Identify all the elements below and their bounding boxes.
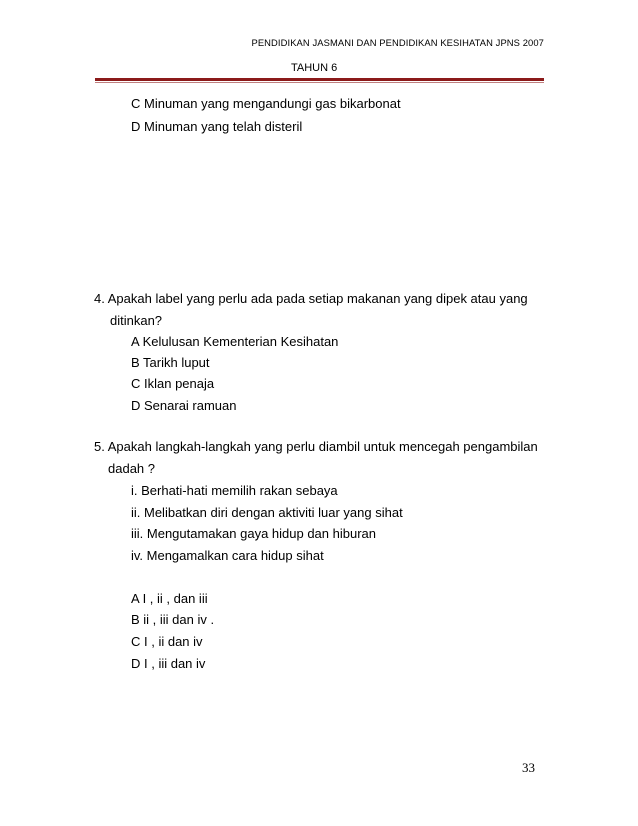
- prev-option-d: D Minuman yang telah disteril: [131, 119, 303, 134]
- q5-text-line2: dadah ?: [108, 461, 155, 476]
- q5-statement-ii: ii. Melibatkan diri dengan aktiviti luar yang sihat: [131, 505, 403, 520]
- q5-statement-iii: iii. Mengutamakan gaya hidup dan hiburan: [131, 526, 377, 541]
- q4-text-line1: 4. Apakah label yang perlu ada pada setiap makanan yang dipek atau yang: [94, 291, 528, 306]
- q5-statement-i: i. Berhati-hati memilih rakan sebaya: [131, 483, 338, 498]
- q5-statement-iv: iv. Mengamalkan cara hidup sihat: [131, 548, 324, 563]
- q5-option-b: B ii , iii dan iv .: [131, 612, 215, 627]
- header-title: PENDIDIKAN JASMANI DAN PENDIDIKAN KESIHATAN JPNS 2007: [251, 37, 544, 48]
- q4-option-d: D Senarai ramuan: [131, 398, 237, 413]
- q4-text-line2: ditinkan?: [110, 313, 163, 328]
- page-number: 33: [522, 760, 535, 775]
- q5-option-d: D I , iii dan iv: [131, 656, 206, 671]
- q4-option-a: A Kelulusan Kementerian Kesihatan: [131, 334, 339, 349]
- prev-option-c: C Minuman yang mengandungi gas bikarbonat: [131, 96, 401, 111]
- q4-option-c: C Iklan penaja: [131, 376, 215, 391]
- q5-text-line1: 5. Apakah langkah-langkah yang perlu diambil untuk mencegah pengambilan: [94, 439, 538, 454]
- q5-option-c: C I , ii dan iv: [131, 634, 203, 649]
- header-rule: [95, 78, 544, 81]
- header-subtitle: TAHUN 6: [291, 62, 338, 74]
- q4-option-b: B Tarikh luput: [131, 355, 210, 370]
- header-rule-thin: [95, 82, 544, 83]
- q5-option-a: A I , ii , dan iii: [131, 591, 208, 606]
